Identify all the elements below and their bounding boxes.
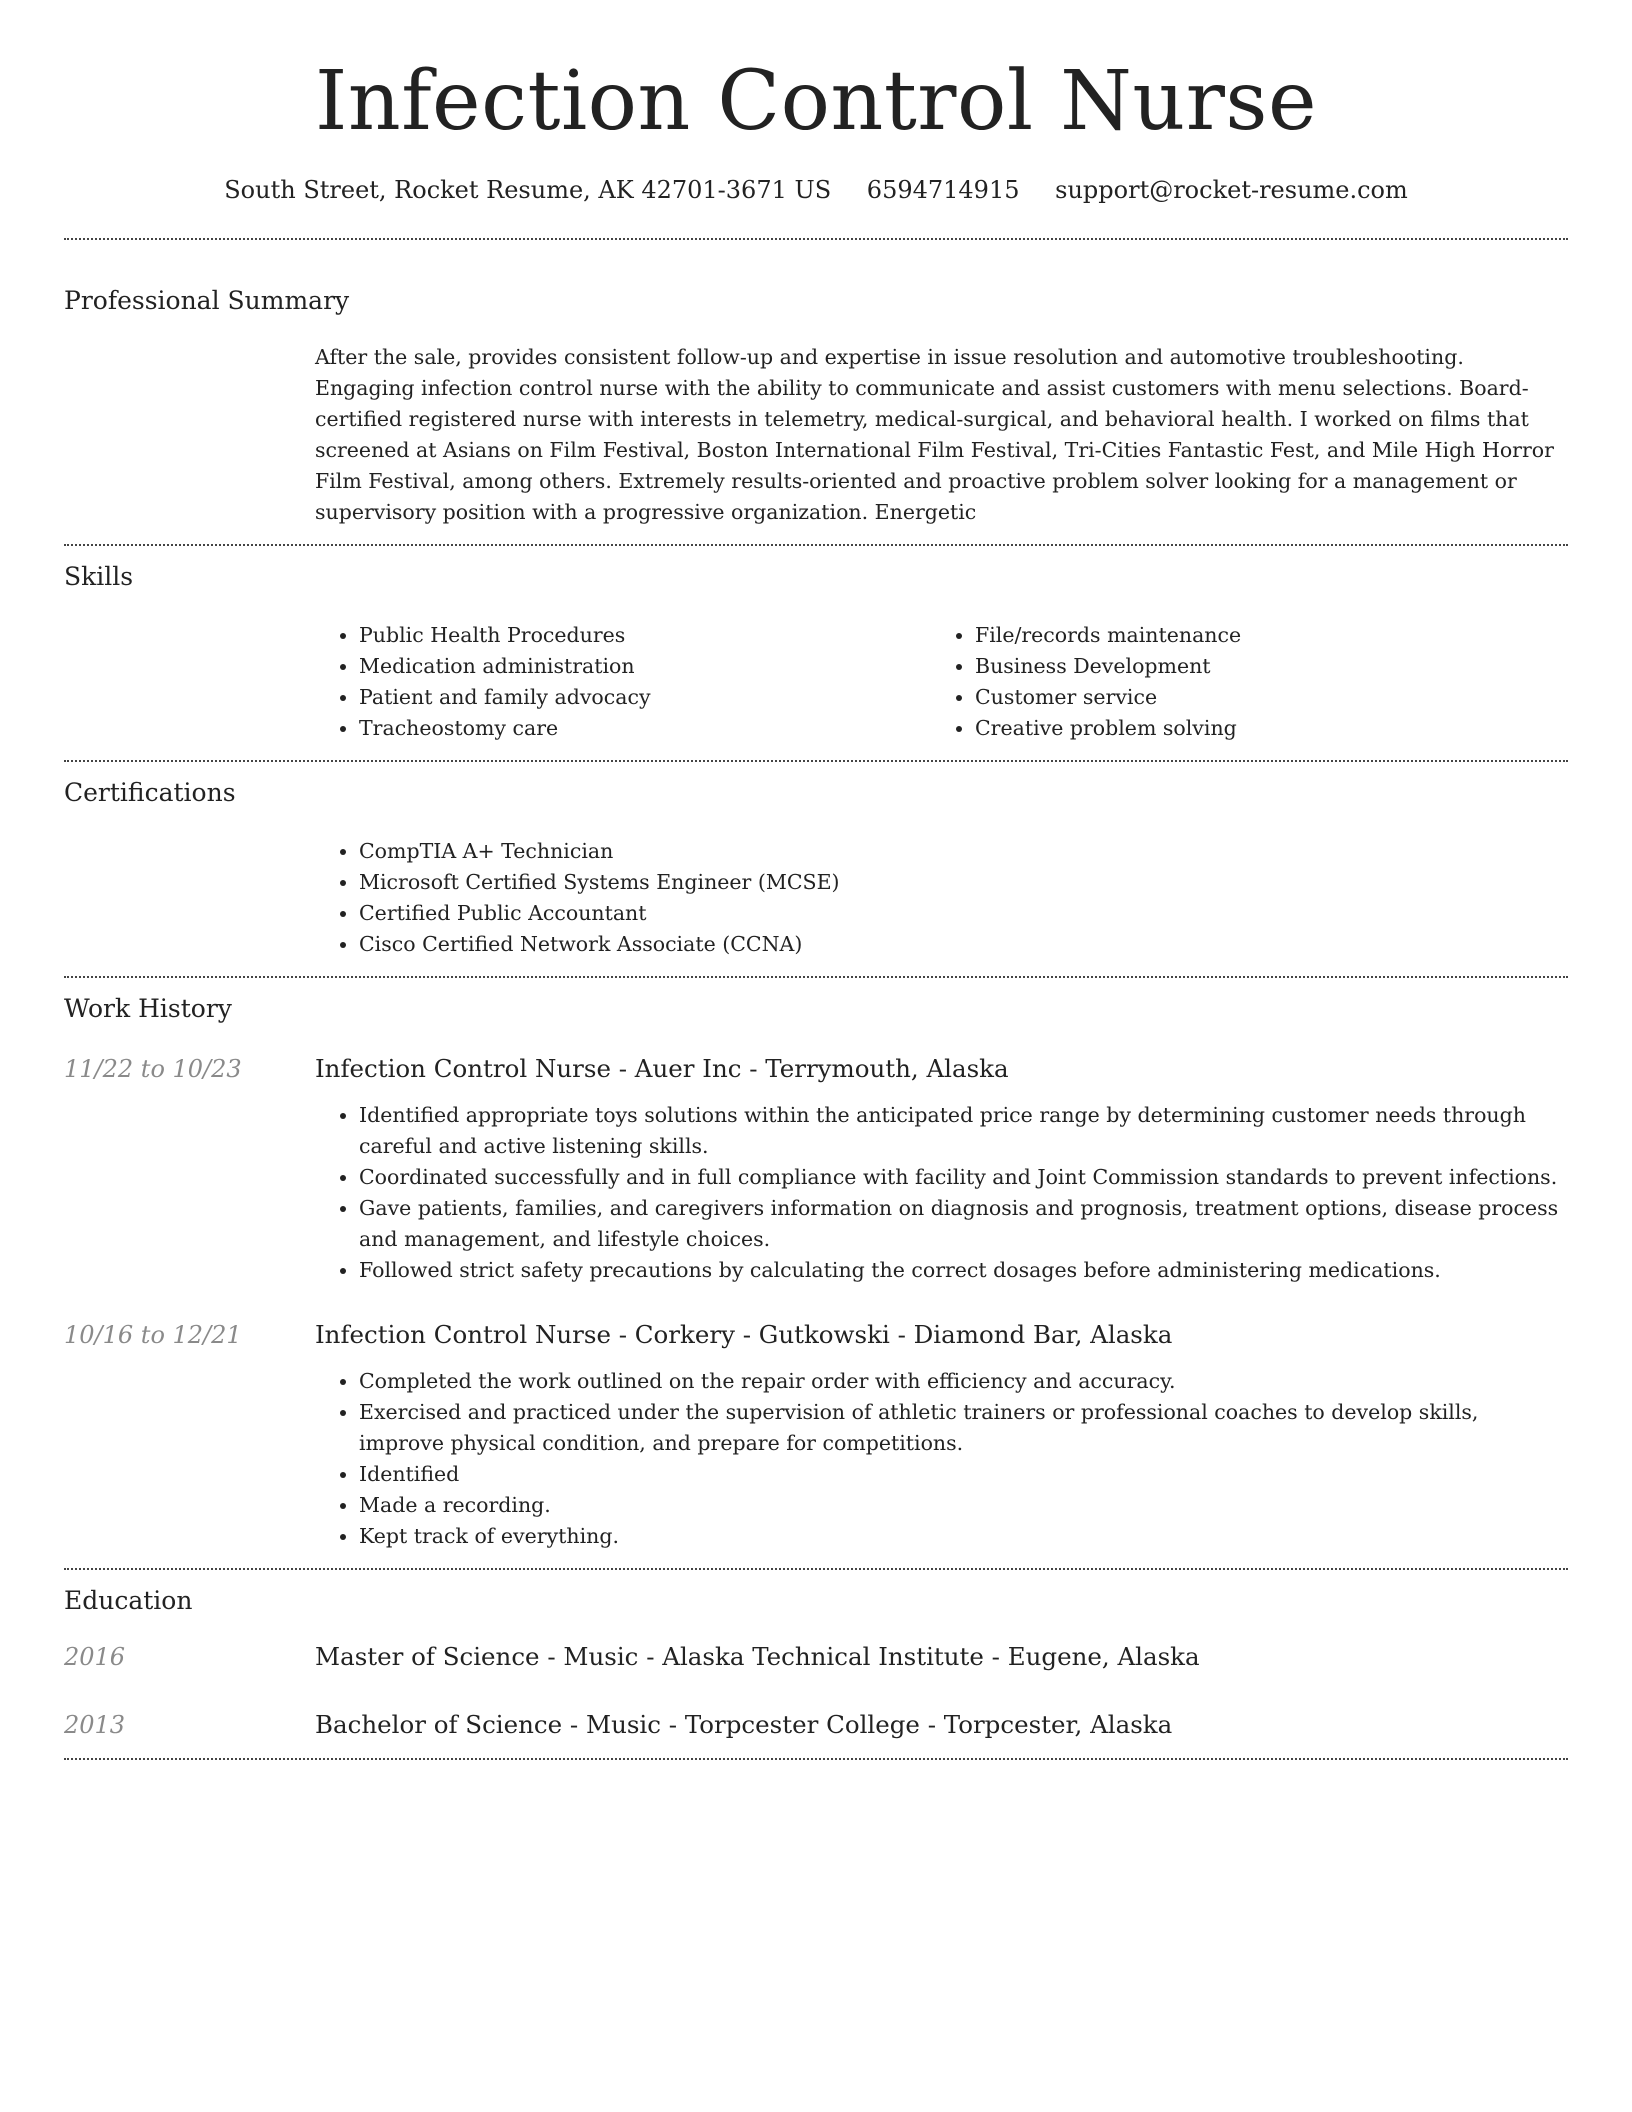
skill-item: • Medication administration (359, 651, 931, 682)
work-history-heading: Work History (64, 994, 232, 1023)
job-duties-list (315, 1366, 1568, 1552)
job-duty: • Gave patients, families, and caregivers information on diagnosis and prognosis, treatment options, disease process and management, and lifestyle choices. (359, 1193, 1568, 1255)
summary-section (64, 240, 1568, 544)
skill-item: • Creative problem solving (975, 713, 1547, 744)
contact-phone: 6594714915 (866, 176, 1020, 204)
skills-grid (315, 620, 1568, 744)
certifications-heading: Certifications (64, 778, 236, 807)
job-duty: • Completed the work outlined on the repair order with efficiency and accuracy. (359, 1366, 1568, 1397)
education-entry (64, 1640, 1568, 1674)
summary-text: After the sale, provides consistent follow-up and expertise in issue resolution and automotive troubleshooting. Engaging infection control nurse with the ability to communicate and assist customers with menu selections. Board-certified registered nurse with interests in telemetry, medical-surgical, and behavioral health. I worked on films that screened at Asians on Film Festival, Boston International Film Festival, Tri-Cities Fantastic Fest, and Mile High Horror Film Festival, among others. Extremely results-oriented and proactive problem solver looking for a management or supervisory position with a progressive organization. Energetic (315, 345, 1554, 524)
education-year: 2013 (64, 1711, 126, 1739)
job-entry (64, 1318, 1568, 1552)
skill-item: • File/records maintenance (975, 620, 1547, 651)
job-duty: • Identified (359, 1459, 1568, 1490)
job-title: Infection Control Nurse - Corkery - Gutkowski - Diamond Bar, Alaska (315, 1320, 1173, 1349)
certifications-list (315, 836, 1568, 960)
education-heading: Education (64, 1586, 193, 1615)
job-header (64, 1052, 1568, 1086)
skill-item: • Tracheostomy care (359, 713, 931, 744)
job-duties-list (315, 1100, 1568, 1286)
skills-column-right (931, 620, 1547, 744)
job-duty: • Made a recording. (359, 1490, 1568, 1521)
contact-address: South Street, Rocket Resume, AK 42701-3671 US (224, 176, 832, 204)
certification-item: • Cisco Certified Network Associate (CCNA) (359, 929, 1568, 960)
skill-item: • Public Health Procedures (359, 620, 931, 651)
education-entry (64, 1708, 1568, 1742)
education-year: 2016 (64, 1643, 126, 1671)
contact-email: support@rocket-resume.com (1055, 176, 1408, 204)
candidate-name: Infection Control Nurse (314, 54, 1318, 149)
certifications-section (64, 762, 1568, 976)
certification-item: • Certified Public Accountant (359, 898, 1568, 929)
skills-section (64, 546, 1568, 760)
skill-item: • Patient and family advocacy (359, 682, 931, 713)
skills-list-left (315, 620, 931, 744)
job-entry (64, 1052, 1568, 1286)
education-section (64, 1570, 1568, 1758)
job-dates: 11/22 to 10/23 (64, 1055, 242, 1083)
education-degree: Master of Science - Music - Alaska Technical Institute - Eugene, Alaska (315, 1642, 1200, 1671)
certification-item: • Microsoft Certified Systems Engineer (MCSE) (359, 867, 1568, 898)
certification-item: • CompTIA A+ Technician (359, 836, 1568, 867)
job-duty: • Kept track of everything. (359, 1521, 1568, 1552)
summary-heading: Professional Summary (64, 286, 350, 315)
skills-list-right (931, 620, 1547, 744)
work-history-section (64, 978, 1568, 1568)
job-header (64, 1318, 1568, 1352)
job-duty: • Coordinated successfully and in full compliance with facility and Joint Commission standards to prevent infections. (359, 1162, 1568, 1193)
skills-column-left (315, 620, 931, 744)
contact-line (64, 174, 1568, 206)
certifications-block (315, 836, 1568, 960)
skill-item: • Customer service (975, 682, 1547, 713)
job-duty: • Identified appropriate toys solutions within the anticipated price range by determining customer needs through careful and active listening skills. (359, 1100, 1568, 1162)
job-dates: 10/16 to 12/21 (64, 1321, 242, 1349)
education-degree: Bachelor of Science - Music - Torpcester College - Torpcester, Alaska (315, 1710, 1173, 1739)
job-title: Infection Control Nurse - Auer Inc - Terrymouth, Alaska (315, 1054, 1009, 1083)
skill-item: • Business Development (975, 651, 1547, 682)
skills-heading: Skills (64, 562, 134, 591)
resume-header (64, 0, 1568, 206)
job-duty: • Followed strict safety precautions by calculating the correct dosages before administering medications. (359, 1255, 1568, 1286)
job-duty: • Exercised and practiced under the supervision of athletic trainers or professional coaches to develop skills, improve physical condition, and prepare for competitions. (359, 1397, 1568, 1459)
section-divider (64, 1758, 1568, 1760)
